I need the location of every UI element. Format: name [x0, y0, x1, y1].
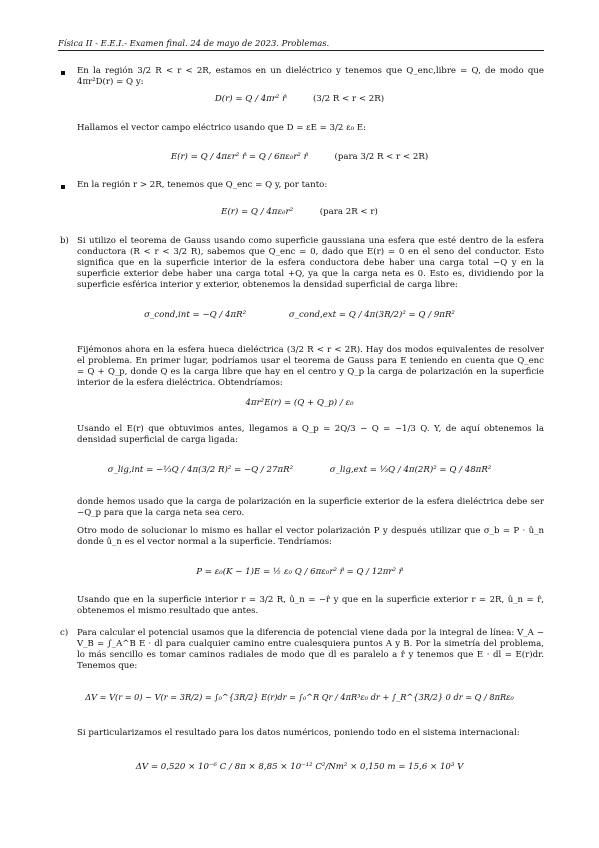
- equation-text: σ_lig,int = −⅓Q / 4π(3/2 R)² = −Q / 27πR²: [107, 465, 294, 475]
- paragraph: En la región r > 2R, tenemos que Q_enc = Q y, por tanto:: [77, 180, 328, 190]
- paragraph: Otro modo de solucionar lo mismo es hallar el vector polarización P y después utilizar que σ_b = P · û_n donde û_n es el vector normal a la superficie. Tendríamos:: [77, 526, 544, 547]
- paragraph: Si utilizo el teorema de Gauss usando como superficie gaussiana una esfera que esté dentro de la esfera conductora (R < r < 3/2 R), sabemos que Q_enc = 0, dado que E(r) = 0 en el seno del conductor. Esto significa que en la superficie interior de la esfera conductora debe haber una carga total −Q y en la superficie exterior debe haber una carga total +Q, ya que la carga neta es 0. Esto es, dividiendo por la superficie esférica interior y exterior, obtenemos la densidad superficial de carga libre:: [77, 236, 544, 290]
- equation: [0, 465, 599, 476]
- equation-text: σ_lig,ext = ⅓Q / 4π(2R)² = Q / 48πR²: [329, 465, 492, 475]
- equation: [0, 94, 599, 105]
- paragraph: En la región 3/2 R < r < 2R, estamos en un dieléctrico y tenemos que Q_enc,libre = Q, de modo que 4πr²D(r) = Q y:: [77, 66, 544, 87]
- bullet-icon: [61, 71, 65, 75]
- equation: [0, 692, 599, 703]
- equation-text: σ_cond,ext = Q / 4π(3R/2)² = Q / 9πR²: [288, 310, 455, 320]
- equation: [0, 762, 599, 773]
- paragraph: Usando que en la superficie interior r = 3/2 R, û_n = −r̂ y que en la superficie exterior r = 2R, û_n = r̂, obtenemos el mismo resultado que antes.: [77, 595, 544, 616]
- paragraph: donde hemos usado que la carga de polarización en la superficie exterior de la esfera dieléctrica debe ser −Q_p para que la carga neta sea cero.: [77, 497, 544, 518]
- paragraph: Hallamos el vector campo eléctrico usando que D = εE = 3/2 ε₀ E:: [77, 123, 366, 133]
- bullet-icon: [61, 185, 65, 189]
- equation: [0, 207, 599, 218]
- equation: [0, 567, 599, 578]
- paragraph: Para calcular el potencial usamos que la diferencia de potencial viene dada por la integral de línea: V_A − V_B = ∫_A^B E · dl para cualquier camino entre cualesquiera puntos A y B. Por la simetría del problema, lo más sencillo es tomar caminos radiales de modo que dl es paralelo a r̂ y tenemos que E · dl = E(r)dr. Tenemos que:: [77, 628, 544, 671]
- equation-condition: (para 3/2 R < r < 2R): [334, 152, 429, 162]
- equation: [0, 398, 599, 409]
- equation-text: P = ε₀(K − 1)E = ½ ε₀ Q / 6πε₀r² r̂ = Q / 12πr² r̂: [196, 567, 403, 577]
- paragraph: Usando el E(r) que obtuvimos antes, llegamos a Q_p = 2Q/3 − Q = −1/3 Q. Y, de aquí obtenemos la densidad superficial de carga ligada:: [77, 424, 544, 445]
- equation-text: ΔV = V(r = 0) − V(r = 3R/2) = ∫₀^{3R/2} E(r)dr = ∫₀^R Qr / 4πR³ε₀ dr + ∫_R^{3R/2} 0 dr = Q / 8πRε₀: [85, 692, 514, 702]
- equation: [0, 310, 599, 321]
- section-label-c: c): [60, 628, 69, 638]
- paragraph: Si particularizamos el resultado para los datos numéricos, poniendo todo en el sistema internacional:: [77, 728, 520, 738]
- equation-text: 4πr²E(r) = (Q + Q_p) / ε₀: [245, 398, 354, 408]
- equation-text: D(r) = Q / 4πr² r̂: [214, 94, 287, 104]
- section-label-b: b): [60, 236, 69, 246]
- equation-text: E(r) = Q / 4πεr² r̂ = Q / 6πε₀r² r̂: [170, 152, 308, 162]
- header-rule: [58, 50, 544, 51]
- equation-text: ΔV = 0,520 × 10⁻⁶ C / 8π × 8,85 × 10⁻¹² C²/Nm² × 0,150 m = 15,6 × 10³ V: [135, 762, 464, 772]
- paragraph: Fijémonos ahora en la esfera hueca dieléctrica (3/2 R < r < 2R). Hay dos modos equivalentes de resolver el problema. En primer lugar, podríamos usar el teorema de Gauss para E teniendo en cuenta que Q_enc = Q + Q_p, donde Q es la carga libre que hay en el centro y Q_p la carga de polarización en la superficie interior de la esfera dieléctrica. Obtendríamos:: [77, 345, 544, 388]
- equation-text: E(r) = Q / 4πε₀r²: [221, 207, 294, 217]
- equation-text: σ_cond,int = −Q / 4πR²: [144, 310, 247, 320]
- equation-condition: (para 2R < r): [319, 207, 378, 217]
- page-header: Física II - E.E.I.- Examen final. 24 de mayo de 2023. Problemas.: [58, 38, 330, 48]
- equation: [0, 152, 599, 163]
- equation-condition: (3/2 R < r < 2R): [312, 94, 385, 104]
